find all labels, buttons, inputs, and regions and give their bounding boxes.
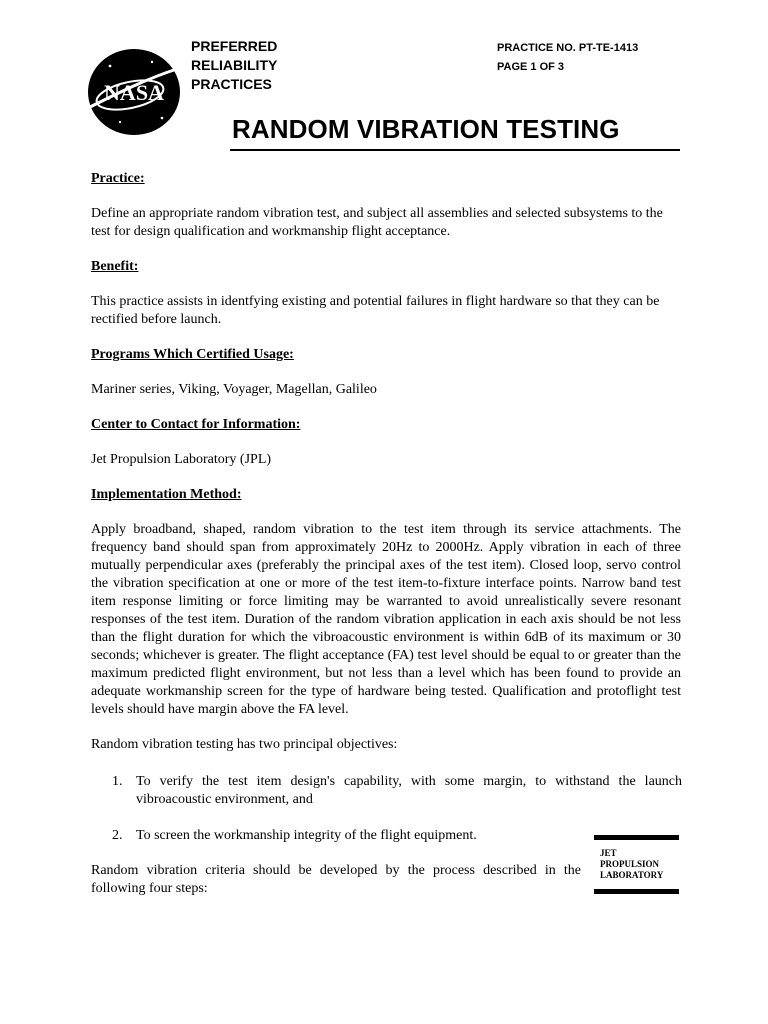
practice-meta bbox=[497, 39, 638, 77]
page-number: PAGE 1 OF 3 bbox=[497, 61, 565, 73]
center-text: Jet Propulsion Laboratory (JPL) bbox=[91, 452, 272, 467]
programs-text: Mariner series, Viking, Voyager, Magellan, Galileo bbox=[91, 382, 377, 397]
benefit-heading: Benefit: bbox=[91, 259, 139, 274]
practice-heading: Practice: bbox=[91, 171, 145, 186]
nasa-logo bbox=[86, 48, 182, 136]
document-body bbox=[91, 170, 681, 754]
list-item bbox=[112, 773, 682, 809]
list-item-number: 1. bbox=[112, 774, 123, 789]
benefit-text: This practice assists in identfying existing and potential failures in flight hardware so that they can be rectified before launch. bbox=[91, 294, 660, 327]
list-item-text: To screen the workmanship integrity of the flight equipment. bbox=[136, 828, 477, 843]
document-title: RANDOM VIBRATION TESTING bbox=[232, 114, 620, 144]
list-item-number: 2. bbox=[112, 828, 123, 843]
program-line: PRACTICES bbox=[191, 76, 272, 92]
program-title bbox=[191, 37, 277, 94]
program-line: RELIABILITY bbox=[191, 57, 278, 73]
program-line: PREFERRED bbox=[191, 38, 278, 54]
criteria-text: Random vibration criteria should be developed by the process described in the following four steps: bbox=[91, 863, 581, 896]
list-item-text: To verify the test item design's capability, with some margin, to withstand the launch vibroacoustic environment, and bbox=[136, 774, 682, 807]
implementation-heading: Implementation Method: bbox=[91, 487, 242, 502]
jpl-badge-text: JET PROPULSION LABORATORY bbox=[600, 848, 664, 880]
jpl-badge bbox=[594, 835, 679, 893]
programs-heading: Programs Which Certified Usage: bbox=[91, 347, 294, 362]
svg-text:NASA: NASA bbox=[104, 80, 164, 105]
badge-top-bar bbox=[594, 835, 679, 840]
implementation-text: Apply broadband, shaped, random vibration to the test item through its service attachments. The frequency band should span from approximately 20Hz to 2000Hz. Apply vibration in each of three mutually perpendicular axes (preferably the principal axes of the test item). Closed loop, servo control the vibration specification at one or more of the test item-to-fixture interface points. Narrow band test item response limiting or force limiting may be warranted to avoid unrealistically severe resonant responses of the test item. Duration of the random vibration application in each axis should be not less than the flight duration for which the vibroacoustic environment is within 6dB of its maximum or 30 seconds; whichever is greater. The flight acceptance (FA) test level should be equal to or greater than the maximum predicted flight environment, but not less than a level which has been found to provide an adequate workmanship screen for the type of hardware being tested. Qualification and protoflight test levels should have margin above the FA level. bbox=[91, 522, 681, 717]
practice-number: PRACTICE NO. PT-TE-1413 bbox=[497, 42, 639, 54]
list-item bbox=[112, 827, 572, 845]
center-heading: Center to Contact for Information: bbox=[91, 417, 301, 432]
practice-text: Define an appropriate random vibration test, and subject all assemblies and selected subsystems to the test for design qualification and workmanship flight acceptance. bbox=[91, 206, 663, 239]
badge-bottom-bar bbox=[594, 889, 679, 894]
title-rule bbox=[230, 149, 680, 151]
objectives-intro: Random vibration testing has two principal objectives: bbox=[91, 737, 398, 752]
